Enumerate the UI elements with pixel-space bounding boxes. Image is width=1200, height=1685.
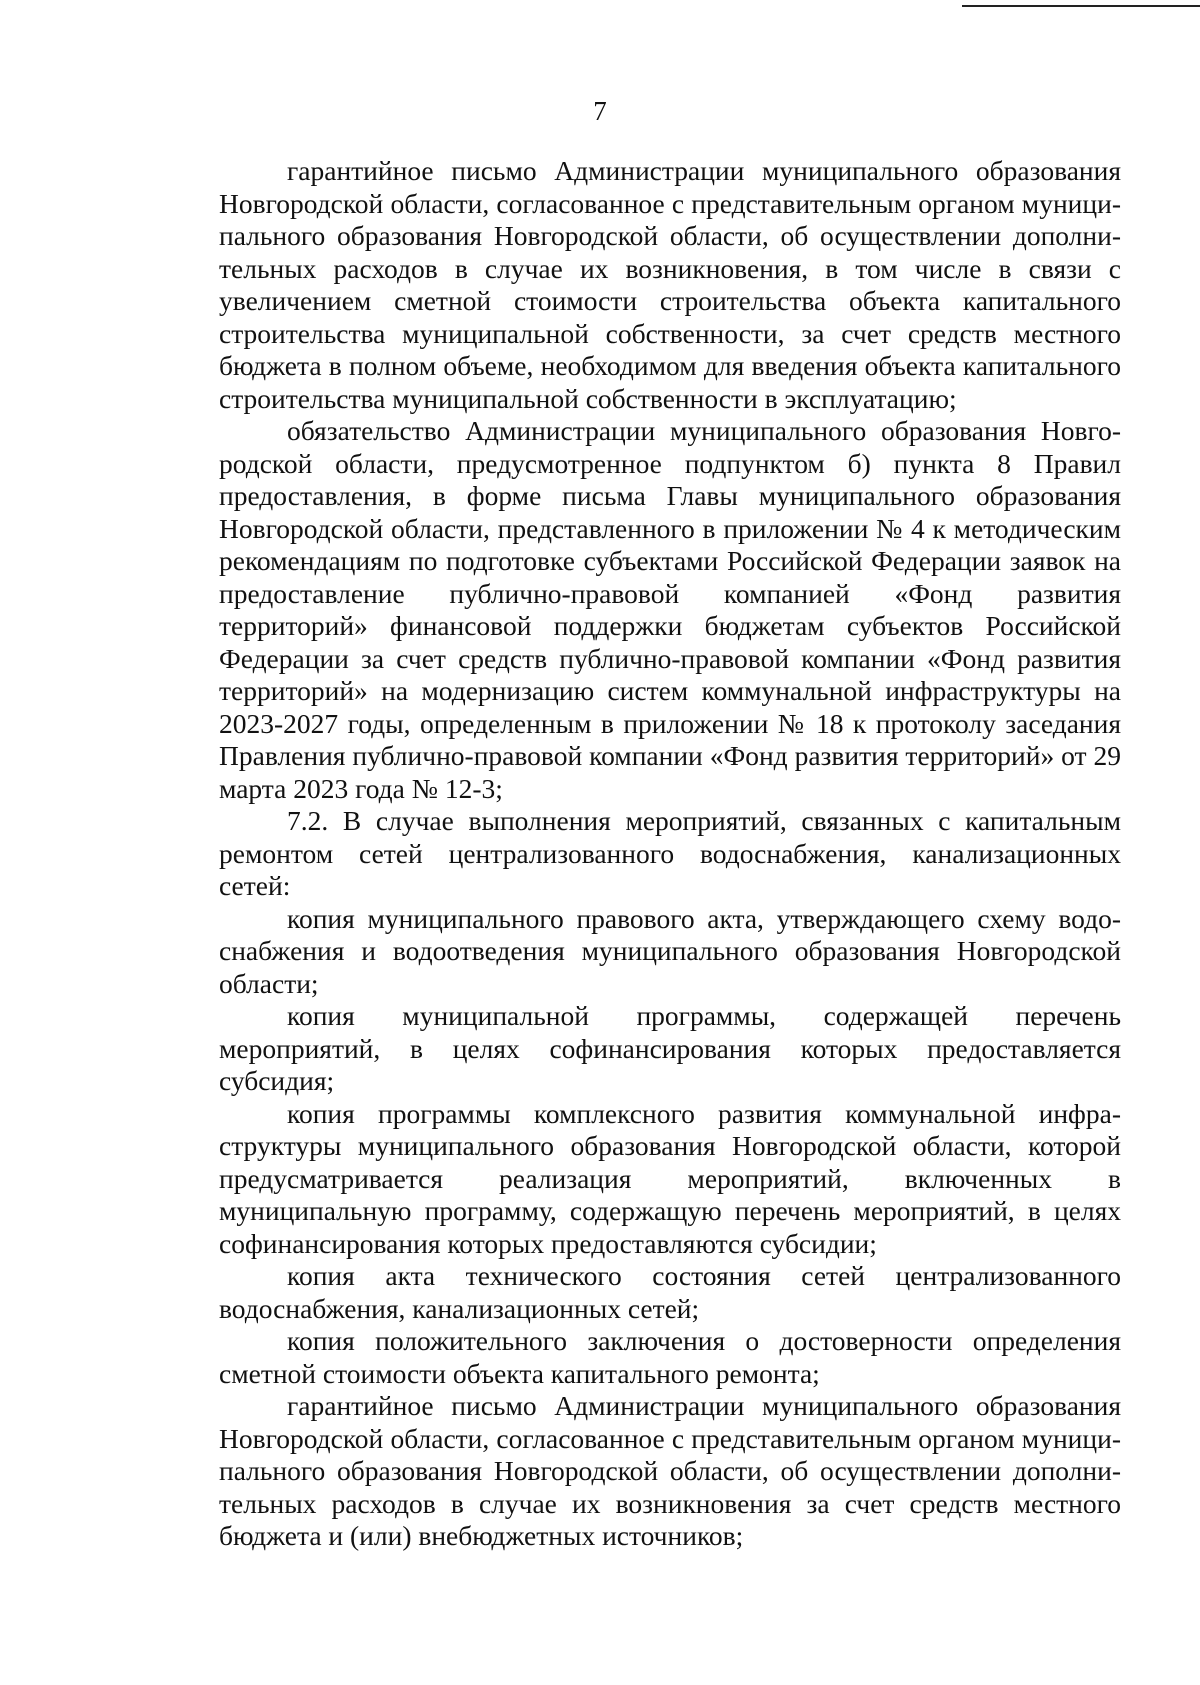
top-rule-line <box>962 5 1200 7</box>
paragraph-guarantee-letter-construction: гарантийное письмо Администрации муниципального образования Новгородской области, согласованное с представительным органом муниципального образования Новгородской области, об осуществлении дополнительных расходов в случае их возникновения, в том числе в связи с увеличением сметной стоимости строительства объекта капитального строительства муниципальной собственности, за счет средств местного бюджета в полном объеме, необходимом для введения объекта капитального строительства муниципальной собственности в эксплуатацию; <box>219 155 1121 414</box>
paragraph-municipal-program-copy: копия муниципальной программы, содержащей перечень мероприятий, в целях софинансирования которых предоставляется субсидия; <box>219 1000 1121 1096</box>
paragraph-guarantee-letter-repair: гарантийное письмо Администрации муниципального образования Новгородской области, согласованное с представительным органом муниципального образования Новгородской области, об осуществлении дополнительных расходов в случае их возникновения за счет средств местного бюджета и (или) внебюджетных источников; <box>219 1390 1121 1551</box>
paragraph-technical-state-act-copy: копия акта технического состояния сетей централизованного водоснабжения, канализационных сетей; <box>219 1260 1121 1324</box>
paragraph-estimate-conclusion-copy: копия положительного заключения о достоверности определения сметной стоимости объекта капитального ремонта; <box>219 1325 1121 1389</box>
page-number: 7 <box>593 96 607 126</box>
paragraph-development-program-copy: копия программы комплексного развития коммунальной инфраструктуры муниципального образования Новгородской области, которой предусматривается реализация мероприятий, включенных в муниципальную программу, содержащую перечень мероприятий, в целях софинансирования которых предоставляются субсидии; <box>219 1097 1121 1259</box>
paragraph-legal-act-copy: копия муниципального правового акта, утверждающего схему водоснабжения и водоотведения муниципального образования Новгородской области; <box>219 902 1121 999</box>
document-body <box>219 155 1121 1553</box>
paragraph-section-7-2: 7.2. В случае выполнения мероприятий, связанных с капитальным ремонтом сетей централизованного водоснабжения, канализационных сетей: <box>219 805 1121 901</box>
paragraph-obligation-letter: обязательство Администрации муниципального образования Новгородской области, предусмотренное подпунктом б) пункта 8 Правил предоставления, в форме письма Главы муниципального образования Новгородской области, представленного в приложении № 4 к методическим рекомендациям по подготовке субъектами Российской Федерации заявок на предоставление публично-правовой компанией «Фонд развития территорий» финансовой поддержки бюджетам субъектов Российской Федерации за счет средств публично-правовой компании «Фонд развития территорий» на модернизацию систем коммунальной инфраструктуры на 2023-2027 годы, определенным в приложении № 18 к протоколу заседания Правления публично-правовой компании «Фонд развития территорий» от 29 марта 2023 года № 12-3; <box>219 415 1121 804</box>
